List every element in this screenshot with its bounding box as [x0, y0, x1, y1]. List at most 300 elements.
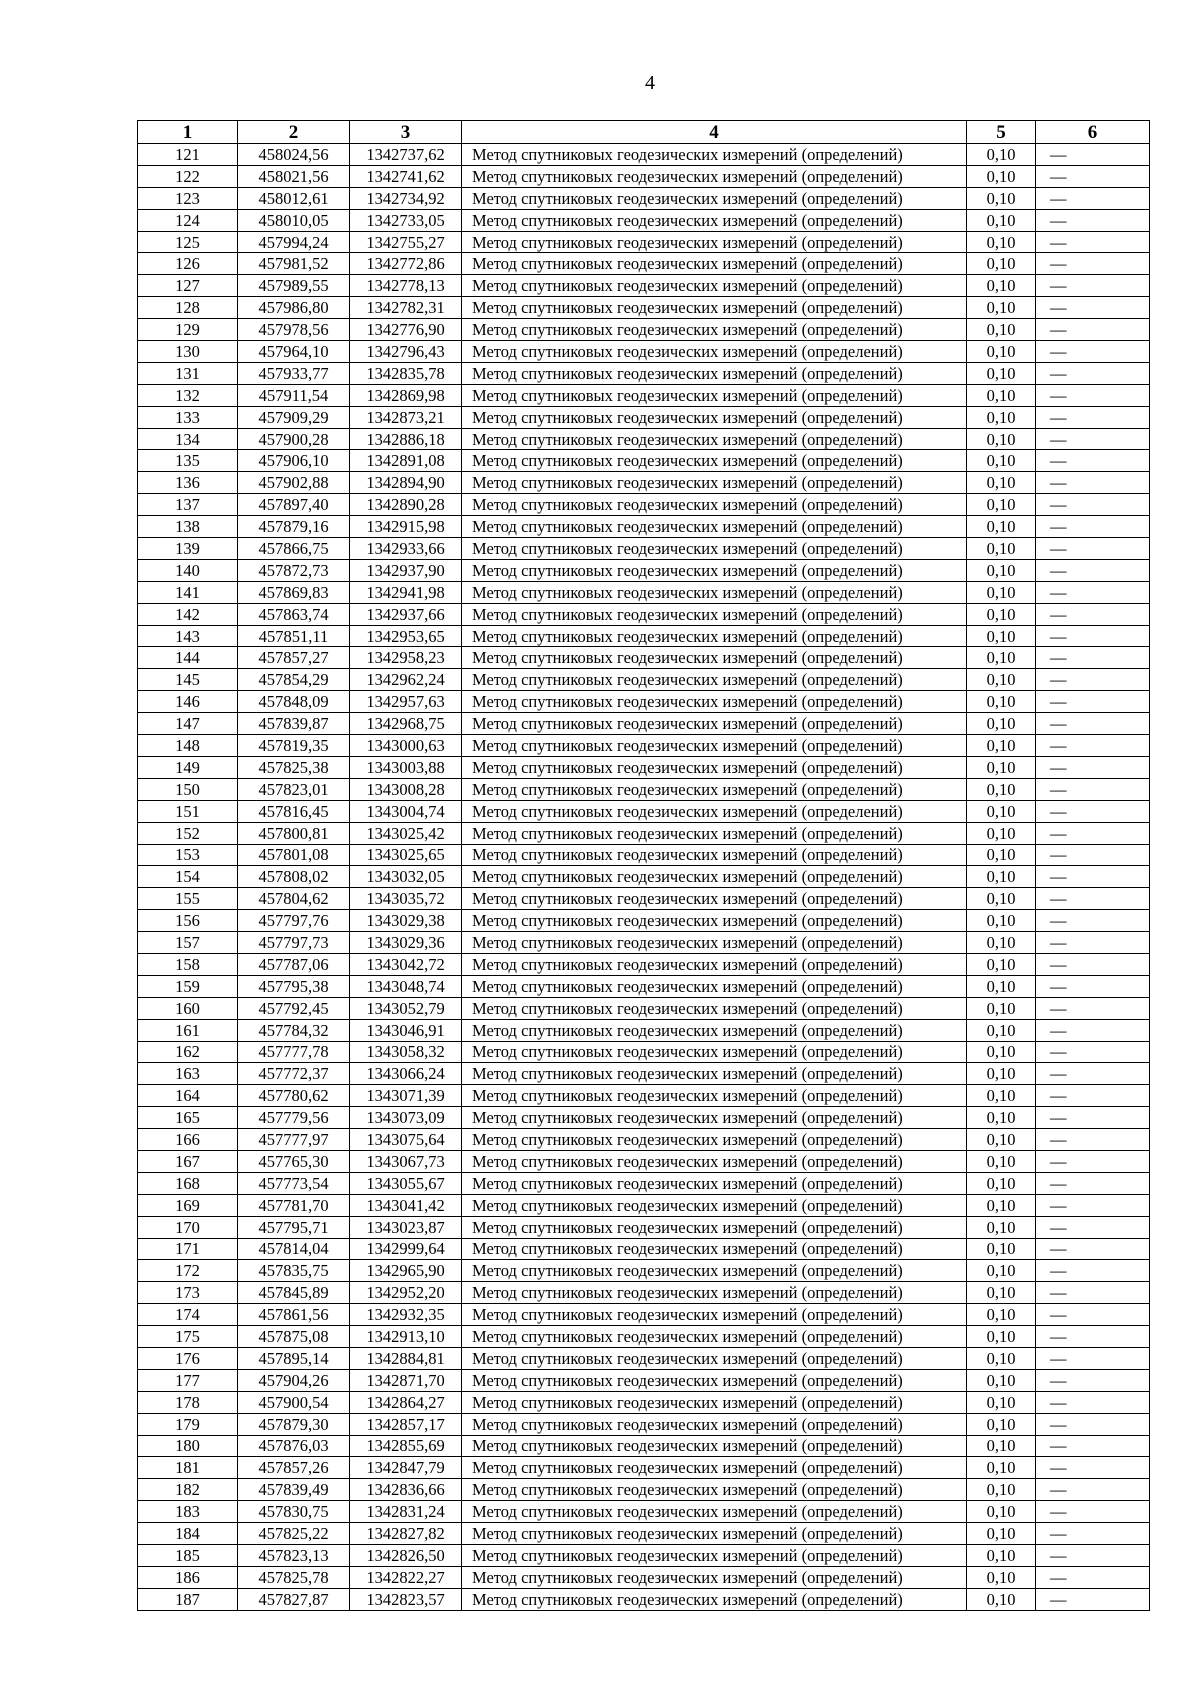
note-cell: — — [1036, 1238, 1150, 1260]
y-coordinate-cell: 1343066,24 — [350, 1063, 462, 1085]
method-cell: Метод спутниковых геодезических измерений (определений) — [462, 1566, 967, 1588]
method-cell: Метод спутниковых геодезических измерений (определений) — [462, 1041, 967, 1063]
accuracy-cell: 0,10 — [967, 669, 1036, 691]
note-cell: — — [1036, 1435, 1150, 1457]
method-cell: Метод спутниковых геодезических измерений (определений) — [462, 844, 967, 866]
table-row — [138, 538, 1150, 560]
method-cell: Метод спутниковых геодезических измерений (определений) — [462, 559, 967, 581]
point-number-cell: 156 — [138, 910, 238, 932]
note-cell: — — [1036, 1304, 1150, 1326]
header-col-5: 5 — [967, 121, 1036, 144]
x-coordinate-cell: 457839,49 — [238, 1479, 350, 1501]
y-coordinate-cell: 1342965,90 — [350, 1260, 462, 1282]
accuracy-cell: 0,10 — [967, 713, 1036, 735]
note-cell: — — [1036, 559, 1150, 581]
x-coordinate-cell: 457978,56 — [238, 319, 350, 341]
x-coordinate-cell: 457879,16 — [238, 516, 350, 538]
table-row — [138, 735, 1150, 757]
y-coordinate-cell: 1342941,98 — [350, 581, 462, 603]
method-cell: Метод спутниковых геодезических измерений (определений) — [462, 1523, 967, 1545]
point-number-cell: 150 — [138, 778, 238, 800]
note-cell: — — [1036, 472, 1150, 494]
x-coordinate-cell: 457808,02 — [238, 866, 350, 888]
note-cell: — — [1036, 538, 1150, 560]
table-row — [138, 910, 1150, 932]
method-cell: Метод спутниковых геодезических измерений (определений) — [462, 778, 967, 800]
point-number-cell: 131 — [138, 362, 238, 384]
accuracy-cell: 0,10 — [967, 603, 1036, 625]
table-row — [138, 559, 1150, 581]
accuracy-cell: 0,10 — [967, 1326, 1036, 1348]
table-row — [138, 1041, 1150, 1063]
method-cell: Метод спутниковых геодезических измерений (определений) — [462, 1304, 967, 1326]
y-coordinate-cell: 1343067,73 — [350, 1150, 462, 1172]
note-cell: — — [1036, 1216, 1150, 1238]
accuracy-cell: 0,10 — [967, 778, 1036, 800]
method-cell: Метод спутниковых геодезических измерений (определений) — [462, 1545, 967, 1567]
accuracy-cell: 0,10 — [967, 165, 1036, 187]
accuracy-cell: 0,10 — [967, 1391, 1036, 1413]
y-coordinate-cell: 1342937,90 — [350, 559, 462, 581]
method-cell: Метод спутниковых геодезических измерений (определений) — [462, 888, 967, 910]
note-cell: — — [1036, 209, 1150, 231]
point-number-cell: 161 — [138, 1019, 238, 1041]
point-number-cell: 141 — [138, 581, 238, 603]
note-cell: — — [1036, 1041, 1150, 1063]
x-coordinate-cell: 457795,38 — [238, 975, 350, 997]
method-cell: Метод спутниковых геодезических измерений (определений) — [462, 450, 967, 472]
x-coordinate-cell: 457825,22 — [238, 1523, 350, 1545]
table-row — [138, 1260, 1150, 1282]
point-number-cell: 123 — [138, 187, 238, 209]
point-number-cell: 160 — [138, 997, 238, 1019]
point-number-cell: 125 — [138, 231, 238, 253]
method-cell: Метод спутниковых геодезических измерений (определений) — [462, 1150, 967, 1172]
accuracy-cell: 0,10 — [967, 1501, 1036, 1523]
method-cell: Метод спутниковых геодезических измерений (определений) — [462, 910, 967, 932]
y-coordinate-cell: 1342755,27 — [350, 231, 462, 253]
x-coordinate-cell: 457795,71 — [238, 1216, 350, 1238]
x-coordinate-cell: 457869,83 — [238, 581, 350, 603]
point-number-cell: 182 — [138, 1479, 238, 1501]
y-coordinate-cell: 1342999,64 — [350, 1238, 462, 1260]
accuracy-cell: 0,10 — [967, 1041, 1036, 1063]
y-coordinate-cell: 1342932,35 — [350, 1304, 462, 1326]
x-coordinate-cell: 457839,87 — [238, 713, 350, 735]
accuracy-cell: 0,10 — [967, 516, 1036, 538]
y-coordinate-cell: 1342826,50 — [350, 1545, 462, 1567]
y-coordinate-cell: 1342957,63 — [350, 691, 462, 713]
point-number-cell: 147 — [138, 713, 238, 735]
table-row — [138, 953, 1150, 975]
accuracy-cell: 0,10 — [967, 1545, 1036, 1567]
note-cell: — — [1036, 187, 1150, 209]
table-row — [138, 1150, 1150, 1172]
note-cell: — — [1036, 1501, 1150, 1523]
note-cell: — — [1036, 691, 1150, 713]
note-cell: — — [1036, 866, 1150, 888]
table-row — [138, 822, 1150, 844]
point-number-cell: 153 — [138, 844, 238, 866]
accuracy-cell: 0,10 — [967, 428, 1036, 450]
y-coordinate-cell: 1342847,79 — [350, 1457, 462, 1479]
x-coordinate-cell: 457904,26 — [238, 1369, 350, 1391]
accuracy-cell: 0,10 — [967, 559, 1036, 581]
x-coordinate-cell: 457797,73 — [238, 932, 350, 954]
table-row — [138, 713, 1150, 735]
y-coordinate-cell: 1342915,98 — [350, 516, 462, 538]
method-cell: Метод спутниковых геодезических измерений (определений) — [462, 1085, 967, 1107]
note-cell: — — [1036, 625, 1150, 647]
method-cell: Метод спутниковых геодезических измерений (определений) — [462, 1129, 967, 1151]
table-row — [138, 603, 1150, 625]
note-cell: — — [1036, 997, 1150, 1019]
note-cell: — — [1036, 516, 1150, 538]
point-number-cell: 129 — [138, 319, 238, 341]
accuracy-cell: 0,10 — [967, 1369, 1036, 1391]
point-number-cell: 169 — [138, 1194, 238, 1216]
point-number-cell: 178 — [138, 1391, 238, 1413]
y-coordinate-cell: 1343003,88 — [350, 756, 462, 778]
table-row — [138, 165, 1150, 187]
x-coordinate-cell: 457857,26 — [238, 1457, 350, 1479]
accuracy-cell: 0,10 — [967, 384, 1036, 406]
point-number-cell: 121 — [138, 144, 238, 166]
point-number-cell: 145 — [138, 669, 238, 691]
point-number-cell: 165 — [138, 1107, 238, 1129]
table-row — [138, 691, 1150, 713]
note-cell: — — [1036, 297, 1150, 319]
table-row — [138, 362, 1150, 384]
x-coordinate-cell: 457897,40 — [238, 494, 350, 516]
table-row — [138, 778, 1150, 800]
y-coordinate-cell: 1343055,67 — [350, 1172, 462, 1194]
note-cell: — — [1036, 1588, 1150, 1610]
header-row — [138, 121, 1150, 144]
accuracy-cell: 0,10 — [967, 953, 1036, 975]
accuracy-cell: 0,10 — [967, 1457, 1036, 1479]
method-cell: Метод спутниковых геодезических измерений (определений) — [462, 1216, 967, 1238]
table-row — [138, 516, 1150, 538]
point-number-cell: 159 — [138, 975, 238, 997]
point-number-cell: 176 — [138, 1347, 238, 1369]
note-cell: — — [1036, 1194, 1150, 1216]
table-row — [138, 1457, 1150, 1479]
x-coordinate-cell: 457823,13 — [238, 1545, 350, 1567]
table-row — [138, 756, 1150, 778]
table-row — [138, 1413, 1150, 1435]
x-coordinate-cell: 457875,08 — [238, 1326, 350, 1348]
accuracy-cell: 0,10 — [967, 1129, 1036, 1151]
accuracy-cell: 0,10 — [967, 1238, 1036, 1260]
note-cell: — — [1036, 1129, 1150, 1151]
note-cell: — — [1036, 910, 1150, 932]
table-row — [138, 1369, 1150, 1391]
y-coordinate-cell: 1342831,24 — [350, 1501, 462, 1523]
table-row — [138, 428, 1150, 450]
accuracy-cell: 0,10 — [967, 187, 1036, 209]
x-coordinate-cell: 457900,54 — [238, 1391, 350, 1413]
note-cell: — — [1036, 888, 1150, 910]
x-coordinate-cell: 457895,14 — [238, 1347, 350, 1369]
header-col-3: 3 — [350, 121, 462, 144]
point-number-cell: 154 — [138, 866, 238, 888]
method-cell: Метод спутниковых геодезических измерений (определений) — [462, 997, 967, 1019]
accuracy-cell: 0,10 — [967, 231, 1036, 253]
x-coordinate-cell: 457801,08 — [238, 844, 350, 866]
table-row — [138, 144, 1150, 166]
method-cell: Метод спутниковых геодезических измерений (определений) — [462, 1172, 967, 1194]
method-cell: Метод спутниковых геодезических измерений (определений) — [462, 187, 967, 209]
method-cell: Метод спутниковых геодезических измерений (определений) — [462, 1369, 967, 1391]
x-coordinate-cell: 457781,70 — [238, 1194, 350, 1216]
point-number-cell: 158 — [138, 953, 238, 975]
x-coordinate-cell: 457906,10 — [238, 450, 350, 472]
note-cell: — — [1036, 669, 1150, 691]
note-cell: — — [1036, 603, 1150, 625]
method-cell: Метод спутниковых геодезических измерений (определений) — [462, 538, 967, 560]
method-cell: Метод спутниковых геодезических измерений (определений) — [462, 1588, 967, 1610]
y-coordinate-cell: 1342835,78 — [350, 362, 462, 384]
method-cell: Метод спутниковых геодезических измерений (определений) — [462, 756, 967, 778]
table-row — [138, 1347, 1150, 1369]
point-number-cell: 164 — [138, 1085, 238, 1107]
x-coordinate-cell: 457830,75 — [238, 1501, 350, 1523]
point-number-cell: 187 — [138, 1588, 238, 1610]
accuracy-cell: 0,10 — [967, 581, 1036, 603]
point-number-cell: 152 — [138, 822, 238, 844]
accuracy-cell: 0,10 — [967, 1347, 1036, 1369]
header-col-4: 4 — [462, 121, 967, 144]
note-cell: — — [1036, 975, 1150, 997]
note-cell: — — [1036, 1523, 1150, 1545]
accuracy-cell: 0,10 — [967, 341, 1036, 363]
note-cell: — — [1036, 165, 1150, 187]
method-cell: Метод спутниковых геодезических измерений (определений) — [462, 1260, 967, 1282]
y-coordinate-cell: 1342855,69 — [350, 1435, 462, 1457]
y-coordinate-cell: 1342913,10 — [350, 1326, 462, 1348]
x-coordinate-cell: 457773,54 — [238, 1172, 350, 1194]
x-coordinate-cell: 457797,76 — [238, 910, 350, 932]
x-coordinate-cell: 457933,77 — [238, 362, 350, 384]
accuracy-cell: 0,10 — [967, 362, 1036, 384]
note-cell: — — [1036, 1282, 1150, 1304]
table-row — [138, 319, 1150, 341]
x-coordinate-cell: 457989,55 — [238, 275, 350, 297]
x-coordinate-cell: 457825,38 — [238, 756, 350, 778]
x-coordinate-cell: 457876,03 — [238, 1435, 350, 1457]
accuracy-cell: 0,10 — [967, 1260, 1036, 1282]
x-coordinate-cell: 457900,28 — [238, 428, 350, 450]
y-coordinate-cell: 1342778,13 — [350, 275, 462, 297]
table-row — [138, 625, 1150, 647]
accuracy-cell: 0,10 — [967, 1063, 1036, 1085]
x-coordinate-cell: 457819,35 — [238, 735, 350, 757]
table-row — [138, 1216, 1150, 1238]
method-cell: Метод спутниковых геодезических измерений (определений) — [462, 1019, 967, 1041]
y-coordinate-cell: 1343058,32 — [350, 1041, 462, 1063]
point-number-cell: 127 — [138, 275, 238, 297]
header-col-6: 6 — [1036, 121, 1150, 144]
point-number-cell: 134 — [138, 428, 238, 450]
y-coordinate-cell: 1342871,70 — [350, 1369, 462, 1391]
accuracy-cell: 0,10 — [967, 1150, 1036, 1172]
accuracy-cell: 0,10 — [967, 1172, 1036, 1194]
table-row — [138, 888, 1150, 910]
accuracy-cell: 0,10 — [967, 319, 1036, 341]
note-cell: — — [1036, 778, 1150, 800]
point-number-cell: 139 — [138, 538, 238, 560]
note-cell: — — [1036, 1479, 1150, 1501]
method-cell: Метод спутниковых геодезических измерений (определений) — [462, 494, 967, 516]
method-cell: Метод спутниковых геодезических измерений (определений) — [462, 932, 967, 954]
note-cell: — — [1036, 1545, 1150, 1567]
table-body — [138, 144, 1150, 1611]
x-coordinate-cell: 457879,30 — [238, 1413, 350, 1435]
x-coordinate-cell: 457909,29 — [238, 406, 350, 428]
x-coordinate-cell: 457765,30 — [238, 1150, 350, 1172]
y-coordinate-cell: 1342857,17 — [350, 1413, 462, 1435]
method-cell: Метод спутниковых геодезических измерений (определений) — [462, 406, 967, 428]
point-number-cell: 173 — [138, 1282, 238, 1304]
point-number-cell: 137 — [138, 494, 238, 516]
y-coordinate-cell: 1343004,74 — [350, 800, 462, 822]
y-coordinate-cell: 1342962,24 — [350, 669, 462, 691]
point-number-cell: 133 — [138, 406, 238, 428]
x-coordinate-cell: 457857,27 — [238, 647, 350, 669]
x-coordinate-cell: 457845,89 — [238, 1282, 350, 1304]
method-cell: Метод спутниковых геодезических измерений (определений) — [462, 1347, 967, 1369]
table-row — [138, 1588, 1150, 1610]
x-coordinate-cell: 457866,75 — [238, 538, 350, 560]
x-coordinate-cell: 457779,56 — [238, 1107, 350, 1129]
method-cell: Метод спутниковых геодезических измерений (определений) — [462, 822, 967, 844]
table-row — [138, 275, 1150, 297]
point-number-cell: 157 — [138, 932, 238, 954]
y-coordinate-cell: 1342827,82 — [350, 1523, 462, 1545]
x-coordinate-cell: 457827,87 — [238, 1588, 350, 1610]
x-coordinate-cell: 457816,45 — [238, 800, 350, 822]
accuracy-cell: 0,10 — [967, 822, 1036, 844]
point-number-cell: 185 — [138, 1545, 238, 1567]
x-coordinate-cell: 457777,78 — [238, 1041, 350, 1063]
point-number-cell: 126 — [138, 253, 238, 275]
coordinates-table — [137, 120, 1150, 1611]
accuracy-cell: 0,10 — [967, 625, 1036, 647]
table-row — [138, 1085, 1150, 1107]
note-cell: — — [1036, 1063, 1150, 1085]
method-cell: Метод спутниковых геодезических измерений (определений) — [462, 384, 967, 406]
x-coordinate-cell: 457994,24 — [238, 231, 350, 253]
point-number-cell: 180 — [138, 1435, 238, 1457]
method-cell: Метод спутниковых геодезических измерений (определений) — [462, 866, 967, 888]
y-coordinate-cell: 1343023,87 — [350, 1216, 462, 1238]
table-row — [138, 1566, 1150, 1588]
y-coordinate-cell: 1343008,28 — [350, 778, 462, 800]
method-cell: Метод спутниковых геодезических измерений (определений) — [462, 1063, 967, 1085]
x-coordinate-cell: 457800,81 — [238, 822, 350, 844]
point-number-cell: 128 — [138, 297, 238, 319]
method-cell: Метод спутниковых геодезических измерений (определений) — [462, 231, 967, 253]
note-cell: — — [1036, 231, 1150, 253]
y-coordinate-cell: 1343042,72 — [350, 953, 462, 975]
point-number-cell: 174 — [138, 1304, 238, 1326]
x-coordinate-cell: 457854,29 — [238, 669, 350, 691]
method-cell: Метод спутниковых геодезических измерений (определений) — [462, 1435, 967, 1457]
header-col-2: 2 — [238, 121, 350, 144]
accuracy-cell: 0,10 — [967, 1085, 1036, 1107]
accuracy-cell: 0,10 — [967, 1304, 1036, 1326]
table-row — [138, 1282, 1150, 1304]
y-coordinate-cell: 1342884,81 — [350, 1347, 462, 1369]
point-number-cell: 172 — [138, 1260, 238, 1282]
accuracy-cell: 0,10 — [967, 1479, 1036, 1501]
table-row — [138, 844, 1150, 866]
table-row — [138, 647, 1150, 669]
method-cell: Метод спутниковых геодезических измерений (определений) — [462, 603, 967, 625]
point-number-cell: 170 — [138, 1216, 238, 1238]
note-cell: — — [1036, 1107, 1150, 1129]
accuracy-cell: 0,10 — [967, 1282, 1036, 1304]
x-coordinate-cell: 458012,61 — [238, 187, 350, 209]
note-cell: — — [1036, 450, 1150, 472]
y-coordinate-cell: 1343073,09 — [350, 1107, 462, 1129]
y-coordinate-cell: 1342734,92 — [350, 187, 462, 209]
x-coordinate-cell: 457964,10 — [238, 341, 350, 363]
x-coordinate-cell: 457814,04 — [238, 1238, 350, 1260]
accuracy-cell: 0,10 — [967, 275, 1036, 297]
point-number-cell: 135 — [138, 450, 238, 472]
y-coordinate-cell: 1342886,18 — [350, 428, 462, 450]
table-row — [138, 1523, 1150, 1545]
accuracy-cell: 0,10 — [967, 406, 1036, 428]
method-cell: Метод спутниковых геодезических измерений (определений) — [462, 669, 967, 691]
point-number-cell: 149 — [138, 756, 238, 778]
table-row — [138, 1435, 1150, 1457]
method-cell: Метод спутниковых геодезических измерений (определений) — [462, 800, 967, 822]
table-row — [138, 669, 1150, 691]
table-row — [138, 997, 1150, 1019]
note-cell: — — [1036, 1391, 1150, 1413]
y-coordinate-cell: 1342873,21 — [350, 406, 462, 428]
method-cell: Метод спутниковых геодезических измерений (определений) — [462, 713, 967, 735]
x-coordinate-cell: 457848,09 — [238, 691, 350, 713]
note-cell: — — [1036, 713, 1150, 735]
accuracy-cell: 0,10 — [967, 209, 1036, 231]
note-cell: — — [1036, 844, 1150, 866]
y-coordinate-cell: 1342891,08 — [350, 450, 462, 472]
note-cell: — — [1036, 1019, 1150, 1041]
table-row — [138, 1545, 1150, 1567]
x-coordinate-cell: 457772,37 — [238, 1063, 350, 1085]
note-cell: — — [1036, 735, 1150, 757]
table-row — [138, 1194, 1150, 1216]
table-row — [138, 1129, 1150, 1151]
y-coordinate-cell: 1343025,65 — [350, 844, 462, 866]
point-number-cell: 186 — [138, 1566, 238, 1588]
method-cell: Метод спутниковых геодезических измерений (определений) — [462, 362, 967, 384]
accuracy-cell: 0,10 — [967, 910, 1036, 932]
x-coordinate-cell: 457777,97 — [238, 1129, 350, 1151]
point-number-cell: 175 — [138, 1326, 238, 1348]
method-cell: Метод спутниковых геодезических измерений (определений) — [462, 647, 967, 669]
method-cell: Метод спутниковых геодезических измерений (определений) — [462, 581, 967, 603]
note-cell: — — [1036, 319, 1150, 341]
table-row — [138, 1501, 1150, 1523]
table-header — [138, 121, 1150, 144]
accuracy-cell: 0,10 — [967, 472, 1036, 494]
x-coordinate-cell: 457981,52 — [238, 253, 350, 275]
